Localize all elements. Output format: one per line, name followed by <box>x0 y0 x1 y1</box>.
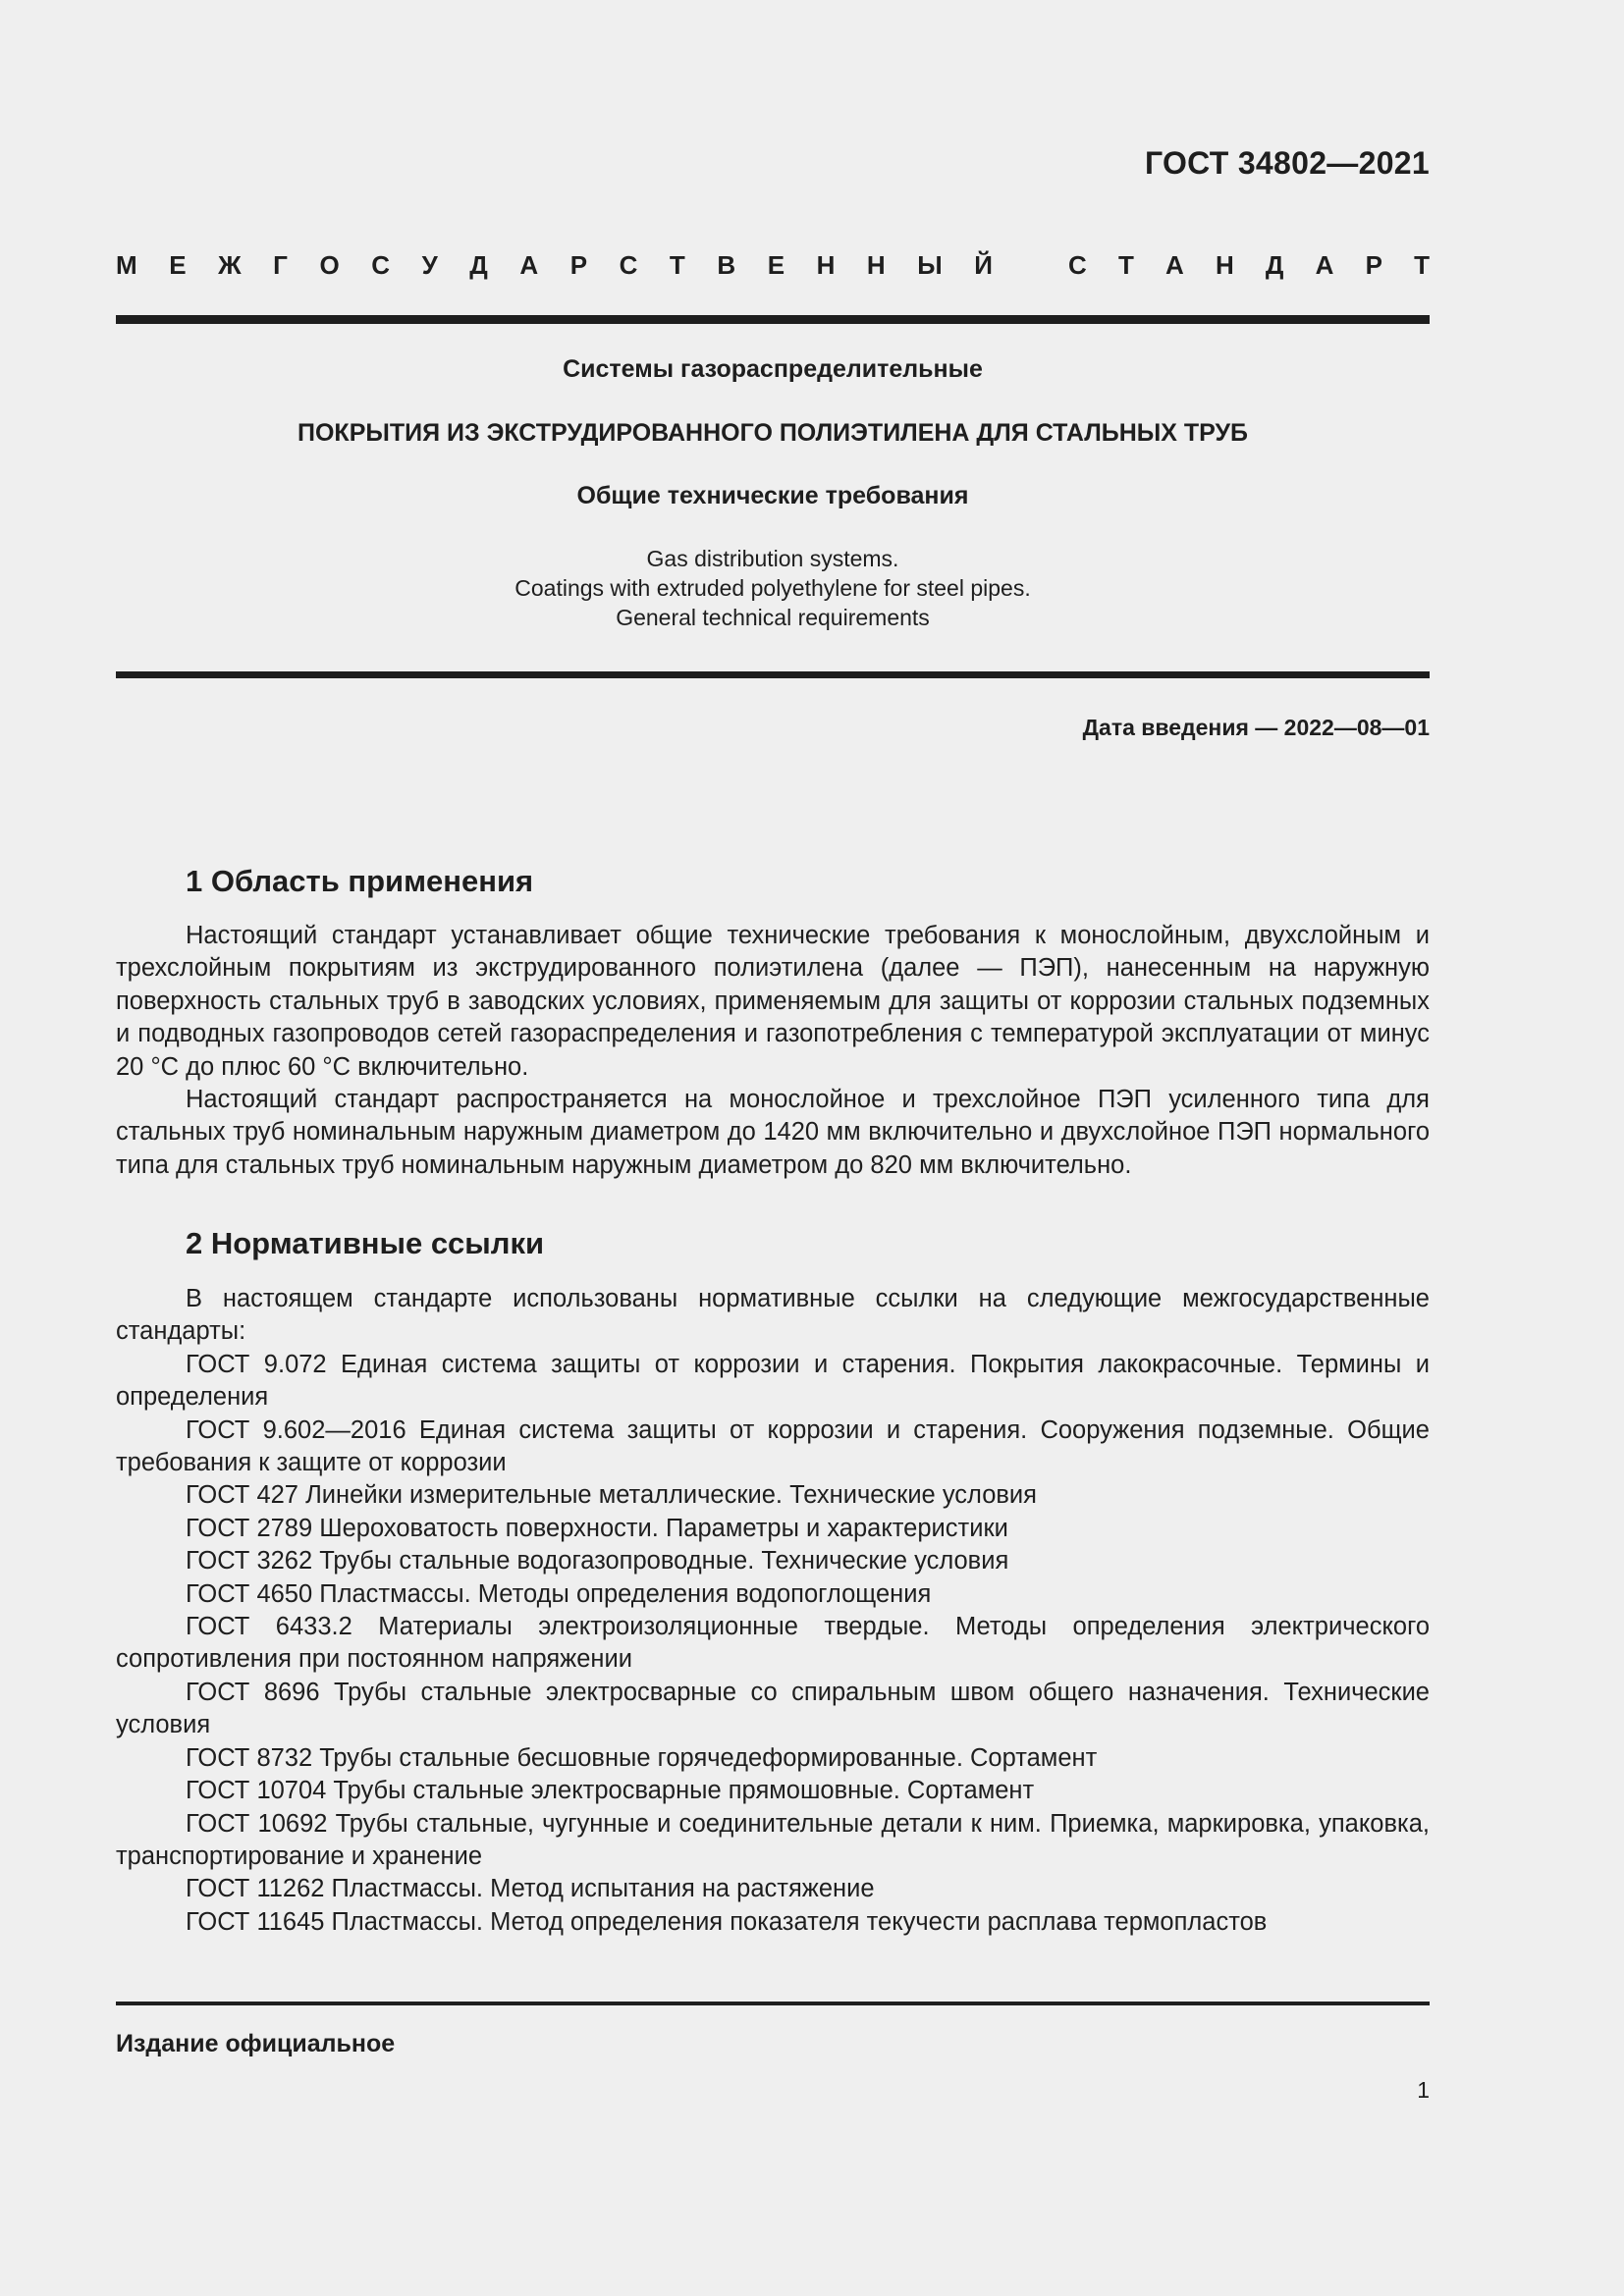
banner-letter: С <box>619 250 638 280</box>
document-number: ГОСТ 34802—2021 <box>1144 145 1430 181</box>
banner-letter: А <box>519 250 539 280</box>
english-title <box>116 544 1430 632</box>
reference-item: ГОСТ 9.602—2016 Единая система защиты от коррозии и старения. Сооружения подземные. Общие требования к защите от коррозии <box>116 1415 1430 1477</box>
banner-letter: С <box>371 250 391 280</box>
banner-word-standard <box>1068 250 1430 281</box>
banner-letter: Г <box>273 250 288 280</box>
banner-letter: Е <box>169 250 187 280</box>
banner-letter: Д <box>469 250 488 280</box>
banner-letter: Й <box>974 250 993 280</box>
reference-item: ГОСТ 3262 Трубы стальные водогазопроводные. Технические условия <box>186 1547 1009 1575</box>
paragraph: В настоящем стандарте использованы нормативные ссылки на следующие межгосударственные стандарты: <box>116 1285 1430 1346</box>
banner-letter: Д <box>1265 250 1284 280</box>
paragraph: Настоящий стандарт устанавливает общие технические требования к монослойным, двухслойным и трехслойным покрытиям из экструдированного полиэтилена (далее — ПЭП), нанесенным на наружную поверхность стальных труб в заводских условиях, применяемым для защиты от коррозии стальных подземных и подводных газопроводов сетей газораспределения и газопотребления с температурой эксплуатации от минус 20 °С до плюс 60 °С включительно. <box>116 922 1430 1081</box>
reference-item: ГОСТ 10704 Трубы стальные электросварные прямошовные. Сортамент <box>186 1777 1035 1805</box>
title-rule <box>116 671 1430 678</box>
banner-letter: Ж <box>218 250 242 280</box>
reference-item: ГОСТ 4650 Пластмассы. Методы определения водопоглощения <box>186 1579 932 1608</box>
reference-item: ГОСТ 2789 Шероховатость поверхности. Параметры и характеристики <box>186 1514 1008 1542</box>
english-title-line: Coatings with extruded polyethylene for steel pipes. <box>514 575 1031 601</box>
banner-letter: А <box>1315 250 1334 280</box>
reference-item: ГОСТ 8732 Трубы стальные бесшовные горячедеформированные. Сортамент <box>186 1743 1098 1772</box>
banner-letter: Н <box>1215 250 1234 280</box>
banner-letter: В <box>717 250 736 280</box>
official-edition-label: Издание официальное <box>116 2030 396 2057</box>
banner-letter: Т <box>1117 250 1134 280</box>
paragraph: Настоящий стандарт распространяется на монослойное и трехслойное ПЭП усиленного типа для стальных труб номинальным наружным диаметром до 1420 мм включительно и двухслойное ПЭП нормального типа для стальных труб номинальным наружным диаметром до 820 мм включительно. <box>116 1086 1430 1179</box>
page-number: 1 <box>1417 2077 1430 2103</box>
title-systems: Системы газораспределительные <box>563 355 983 383</box>
footer-rule <box>116 2002 1430 2005</box>
title-main: ПОКРЫТИЯ ИЗ ЭКСТРУДИРОВАННОГО ПОЛИЭТИЛЕНА ДЛЯ СТАЛЬНЫХ ТРУБ <box>298 419 1248 447</box>
banner-letter: Н <box>816 250 836 280</box>
banner-letter: М <box>116 250 137 280</box>
reference-item: ГОСТ 427 Линейки измерительные металлические. Технические условия <box>186 1481 1037 1510</box>
reference-item: ГОСТ 10692 Трубы стальные, чугунные и соединительные детали к ним. Приемка, маркировка, упаковка, транспортирование и хранение <box>116 1809 1430 1870</box>
banner-letter: Р <box>569 250 588 280</box>
reference-item: ГОСТ 11262 Пластмассы. Метод испытания на растяжение <box>186 1875 875 1903</box>
banner-letter: С <box>1068 250 1087 280</box>
reference-item: ГОСТ 8696 Трубы стальные электросварные со спиральным швом общего назначения. Технические условия <box>116 1678 1430 1739</box>
title-subtitle: Общие технические требования <box>576 482 969 509</box>
section-2-heading: 2 Нормативные ссылки <box>186 1226 545 1260</box>
banner-letter: О <box>319 250 340 280</box>
reference-item: ГОСТ 6433.2 Материалы электроизоляционные твердые. Методы определения электрического сопротивления при постоянном напряжении <box>116 1613 1430 1674</box>
banner-letter: Т <box>669 250 685 280</box>
banner-word-interstate <box>116 250 993 281</box>
banner-letter: Ы <box>917 250 943 280</box>
top-rule <box>116 315 1430 324</box>
section-1-body <box>116 920 1430 1182</box>
english-title-line: General technical requirements <box>616 605 930 630</box>
section-2-body <box>116 1283 1430 1939</box>
standard-banner <box>116 250 1430 281</box>
banner-letter: Т <box>1414 250 1430 280</box>
banner-letter: А <box>1165 250 1184 280</box>
banner-letter: У <box>421 250 438 280</box>
reference-item: ГОСТ 11645 Пластмассы. Метод определения показателя текучести расплава термопластов <box>186 1907 1268 1936</box>
banner-letter: Н <box>866 250 886 280</box>
banner-letter: Р <box>1365 250 1382 280</box>
introduction-date: Дата введения — 2022—08—01 <box>1082 715 1430 740</box>
section-1-heading: 1 Область применения <box>186 864 534 898</box>
english-title-line: Gas distribution systems. <box>646 546 899 571</box>
banner-letter: Е <box>767 250 785 280</box>
reference-item: ГОСТ 9.072 Единая система защиты от коррозии и старения. Покрытия лакокрасочные. Термины и определения <box>116 1350 1430 1412</box>
